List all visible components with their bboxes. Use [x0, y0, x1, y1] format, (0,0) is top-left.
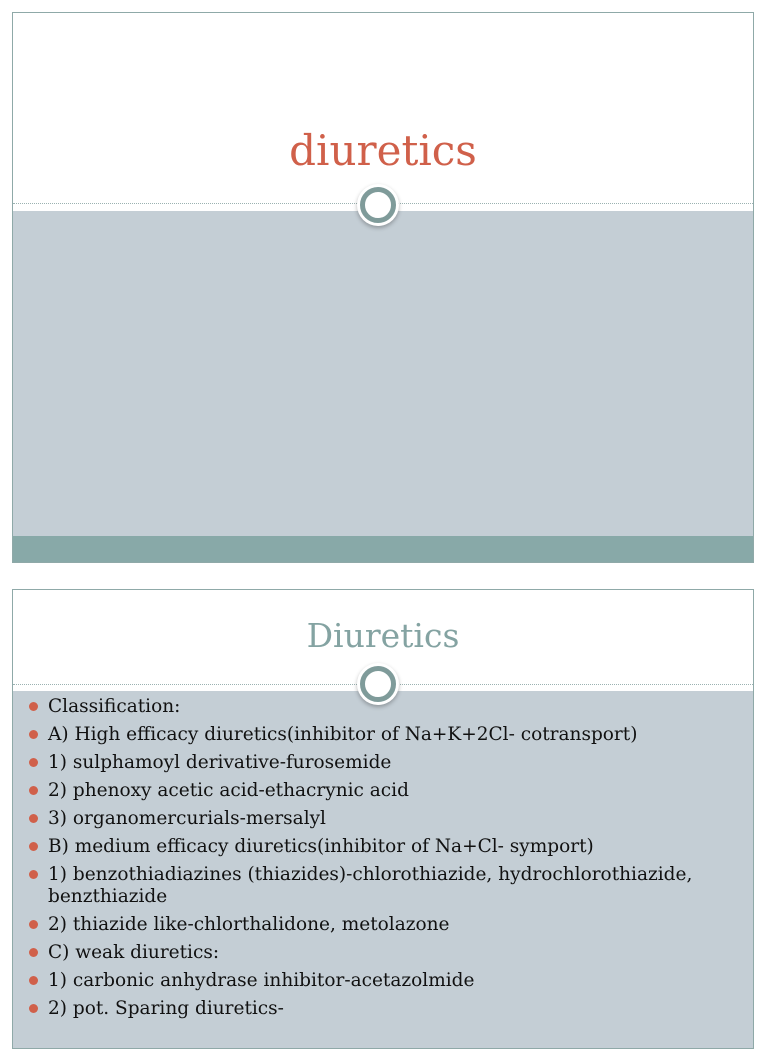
- list-item: Classification:: [13, 696, 753, 718]
- list-item: 2) phenoxy acetic acid-ethacrynic acid: [13, 780, 753, 802]
- bullet-dot-icon: [29, 920, 38, 929]
- content-panel: [13, 211, 753, 536]
- title-slide: [12, 12, 754, 563]
- slide-title: diuretics: [289, 126, 477, 175]
- bullet-list: [13, 696, 753, 1026]
- list-item: 1) benzothiadiazines (thiazides)-chlorothiazide, hydrochlorothiazide, benzthiazide: [13, 864, 753, 908]
- bullet-dot-icon: [29, 976, 38, 985]
- bullet-dot-icon: [29, 758, 38, 767]
- list-item: 2) thiazide like-chlorthalidone, metolazone: [13, 914, 753, 936]
- footer-band: [13, 536, 753, 562]
- circle-ornament-icon: [360, 666, 396, 702]
- list-item: 2) pot. Sparing diuretics-: [13, 998, 753, 1020]
- bullet-dot-icon: [29, 842, 38, 851]
- list-item: C) weak diuretics:: [13, 942, 753, 964]
- list-item: 1) sulphamoyl derivative-furosemide: [13, 752, 753, 774]
- list-item: 1) carbonic anhydrase inhibitor-acetazolmide: [13, 970, 753, 992]
- bullet-dot-icon: [29, 1004, 38, 1013]
- list-item: B) medium efficacy diuretics(inhibitor of Na+Cl- symport): [13, 836, 753, 858]
- list-item: 3) organomercurials-mersalyl: [13, 808, 753, 830]
- content-slide: [12, 589, 754, 1049]
- bullet-dot-icon: [29, 814, 38, 823]
- circle-ornament-icon: [360, 187, 396, 223]
- bullet-dot-icon: [29, 702, 38, 711]
- slide-title: Diuretics: [306, 616, 460, 655]
- content-panel: [13, 691, 753, 1048]
- list-item: A) High efficacy diuretics(inhibitor of Na+K+2Cl- cotransport): [13, 724, 753, 746]
- bullet-dot-icon: [29, 948, 38, 957]
- bullet-dot-icon: [29, 786, 38, 795]
- bullet-dot-icon: [29, 870, 38, 879]
- bullet-dot-icon: [29, 730, 38, 739]
- title-area: [13, 13, 753, 203]
